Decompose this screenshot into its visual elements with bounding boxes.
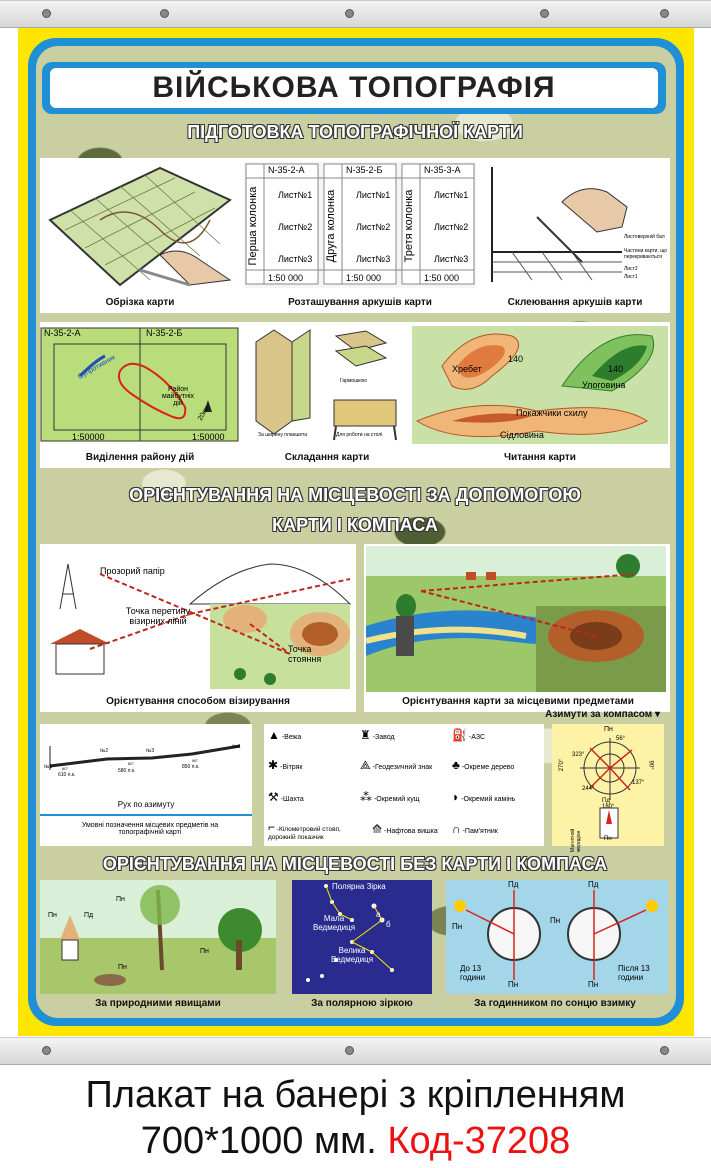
map-cutting-illustration (40, 160, 236, 290)
height-label: 140 (508, 354, 524, 364)
caption: Склеювання аркушів карти (507, 297, 643, 308)
watch-before-label: До 13 години (460, 964, 486, 982)
direction-label: Пн (48, 912, 57, 919)
folding-label: Гармошкою (340, 378, 367, 384)
watch-south: Пд (588, 880, 599, 889)
legend-label: -Окреме дерево (461, 764, 515, 771)
caption: Орієнтування способом візирування (106, 696, 290, 707)
local-objects-illustration (366, 546, 666, 692)
compass-bottom: 180° (602, 804, 615, 810)
height-label: 140 (608, 364, 624, 374)
legend-item (360, 790, 452, 816)
watch-north-side: Пн (452, 922, 463, 931)
rail-hole (660, 1046, 669, 1055)
map-reading-illustration (412, 326, 668, 444)
sheet-row: Лист№2 (356, 222, 391, 232)
route-distance: 850 п.к. (182, 764, 200, 770)
route-point: №1 (44, 764, 53, 770)
legend-label: -Вітряк (280, 764, 303, 771)
legend-item (360, 728, 452, 754)
route-point: №2 (100, 748, 109, 754)
legend-item (452, 790, 544, 816)
route-distance: 610 п.к. (58, 772, 76, 778)
folding-label: За ширину планшета (258, 432, 308, 438)
sheet-row: Лист№1 (434, 190, 469, 200)
column-name: Третя колонка (403, 189, 415, 263)
glue-note: Лист1 (624, 274, 638, 280)
sighting-label: Точка стояння (288, 644, 322, 664)
rail-hole (42, 9, 51, 18)
area-scale: 1:50000 (72, 432, 105, 442)
legend-label: -Геодезичний знак (372, 764, 433, 771)
caption: Розташування аркушів карти (288, 297, 432, 308)
route-distance: 580 п.к. (118, 768, 136, 774)
direction-label: Пн (200, 948, 209, 955)
legend-item (268, 820, 368, 846)
legend-label: -Шахта (280, 796, 304, 803)
area-label: Район майбутніх дій (161, 386, 195, 407)
rail-hole (160, 9, 169, 18)
compass-angle: 323° (572, 752, 585, 758)
sheet-layout-diagram (244, 162, 476, 288)
rail-hole (345, 9, 354, 18)
caption: Обрізка карти (105, 297, 175, 308)
compass-angle: 244° (582, 786, 595, 792)
legend-label: -Завод (372, 734, 395, 741)
sighting-label: Точка перетину візирних ліній (125, 606, 191, 626)
rail-hole (345, 1046, 354, 1055)
legend-label: -Нафтова вишка (384, 828, 438, 835)
ridge-label: Хребет (452, 364, 482, 374)
compass-north: Пн (604, 726, 613, 733)
map-folding-illustration (246, 326, 406, 444)
sheet-gluing-illustration (482, 162, 668, 288)
compass-north-2: Пн (604, 836, 612, 842)
bush-icon: ⁂ (360, 790, 372, 804)
area-selection-map (40, 326, 240, 444)
legend-item (452, 728, 544, 754)
route-azimuth: 96° (192, 758, 199, 763)
area-scale: 1:50000 (192, 432, 225, 442)
compass-angle: 56° (616, 736, 626, 742)
saddle-label: Сідловина (500, 430, 544, 440)
caption: За природними явищами (95, 998, 221, 1009)
legend-label: -Окремий кущ (373, 796, 420, 803)
watch-south: Пд (508, 880, 519, 889)
legend-item (452, 758, 544, 784)
valley-label: Улоговина (582, 380, 626, 390)
route-point: №3 (146, 748, 155, 754)
legend-label: -Кілометровий стовп, дорожній показчик (268, 826, 341, 841)
legend-item (268, 790, 360, 816)
sheet-row: Лист№1 (356, 190, 391, 200)
watch-north: Пн (588, 980, 599, 989)
divider (40, 814, 252, 816)
top-hanging-rail (0, 0, 711, 28)
legend-item (268, 728, 360, 754)
legend-item (268, 758, 360, 784)
nature-illustration (40, 880, 276, 994)
sheet-row: Лист№2 (278, 222, 313, 232)
section-title-orientation-map: ОРІЄНТУВАННЯ НА МІСЦЕВОСТІ ЗА ДОПОМОГОЮ (129, 485, 581, 505)
enemy-label: Супротивник (77, 354, 117, 381)
section-title-orientation-without-map: ОРІЄНТУВАННЯ НА МІСЦЕВОСТІ БЕЗ КАРТИ І КОМПАСА (102, 854, 608, 874)
azimuth-caption: Азимути за компасом (545, 709, 653, 720)
route-diagram (42, 726, 250, 798)
sheet-scale: 1:50 000 (346, 273, 382, 283)
legend-label: -Окремий камінь (461, 796, 516, 803)
sheet-scale: 1:50 000 (268, 273, 304, 283)
caption: Складання карти (284, 452, 370, 463)
small-dipper-label: Мала Ведмедиця (312, 914, 356, 932)
watch-north-side: Пн (550, 916, 561, 925)
slope-label: Покажчики схилу (516, 408, 588, 418)
caption: Виділення району дій (85, 452, 195, 463)
direction-label: Пн (118, 964, 127, 971)
sheet-code: N-35-2-А (268, 165, 305, 175)
folding-label: Для роботи на столі (336, 432, 383, 438)
sheet-code: N-35-3-А (424, 165, 461, 175)
sheet-row: Лист№2 (434, 222, 469, 232)
watch-illustration (446, 880, 668, 994)
tree-icon: ♣ (452, 758, 460, 772)
caption: Орієнтування карти за місцевими предметами (402, 696, 634, 707)
compass-west: 270° (559, 758, 566, 772)
glue-note: Частини карти, що перекриваються (624, 248, 668, 260)
sheet-row: Лист№3 (434, 254, 469, 264)
caption: Умовні позначення місцевих предметів на топографічній карті (81, 822, 219, 836)
geodetic-sign-icon: ⟁ (360, 758, 371, 772)
footer-line2 (0, 1120, 711, 1163)
footer-line1: Плакат на банері з кріпленням (85, 1074, 626, 1116)
column-name: Перша колонка (247, 186, 259, 266)
caption: За годинником по сонцю взимку (474, 998, 636, 1009)
compass-angle: 137° (632, 780, 645, 786)
sheet-row: Лист№1 (278, 190, 313, 200)
polar-star-illustration (292, 880, 432, 994)
magnetic-meridian: Магнітний меридіан (570, 828, 582, 852)
route-azimuth: 60° (128, 761, 135, 766)
watch-north: Пн (508, 980, 519, 989)
section-title-orientation-map-2: КАРТИ І КОМПАСА (272, 515, 438, 535)
rail-hole (660, 9, 669, 18)
footer-size: 700*1000 мм. (140, 1120, 377, 1162)
sheet-row: Лист№3 (356, 254, 391, 264)
big-dipper-label: Велика Ведмедиця (330, 946, 374, 964)
sheet-row: Лист№3 (278, 254, 313, 264)
compass-east: 90° (647, 760, 654, 770)
legend-item (372, 822, 456, 848)
polar-star-label: Полярна Зірка (332, 882, 386, 891)
star-b-label: б (386, 920, 391, 929)
section-title-map-preparation: ПІДГОТОВКА ТОПОГРАФІЧНОЇ КАРТИ (187, 122, 523, 142)
legend-item (360, 758, 452, 784)
stone-icon: ◗ (452, 790, 460, 804)
distance-label: 20км (196, 404, 211, 423)
star-a-label: а (376, 910, 381, 919)
legend-label: -Вежа (281, 734, 302, 741)
compass-south: Пд (602, 798, 610, 804)
route-azimuth: 60° (62, 766, 69, 771)
compass-panel (552, 724, 664, 852)
sheet-scale: 1:50 000 (424, 273, 460, 283)
caption: Азимути за компасом ▾ (545, 709, 660, 720)
glue-note: Лист2 (624, 266, 638, 272)
mine-icon: ⚒ (268, 790, 279, 804)
sighting-illustration (40, 544, 356, 692)
column-name: Друга колонка (325, 189, 337, 263)
rail-hole (42, 1046, 51, 1055)
factory-icon: ♜ (360, 728, 371, 742)
km-post-icon: ⌐ (268, 820, 276, 834)
oil-rig-icon: ⟰ (372, 822, 383, 836)
legend-item (452, 822, 544, 848)
glue-note: Листоверхній бал (624, 234, 665, 240)
bottom-hanging-rail (0, 1037, 711, 1065)
area-code: N-35-2-Б (146, 328, 183, 338)
direction-label: Пд (84, 912, 94, 919)
route-point: №4 (232, 744, 241, 750)
legend-grid (268, 728, 542, 846)
windmill-icon: ✱ (268, 758, 279, 772)
legend-label: -Пам'ятник (462, 828, 498, 835)
caption: За полярною зіркою (311, 998, 413, 1009)
sheet-code: N-35-2-Б (346, 165, 383, 175)
monument-icon: ∩ (452, 822, 461, 836)
watch-after-label: Після 13 години (618, 964, 650, 982)
area-code: N-35-2-А (44, 328, 81, 338)
sighting-label: Прозорий папір (100, 566, 165, 576)
footer-code: Код-37208 (387, 1120, 571, 1162)
rail-hole (540, 9, 549, 18)
gas-station-icon: ⛽ (452, 728, 467, 742)
caption: Рух по азимуту (117, 800, 175, 809)
direction-label: Пн (116, 896, 125, 903)
tower-icon: ▲ (268, 728, 280, 742)
legend-label: -АЗС (468, 734, 486, 741)
poster-title: ВІЙСЬКОВА ТОПОГРАФІЯ (50, 68, 658, 108)
caption: Читання карти (504, 452, 576, 463)
